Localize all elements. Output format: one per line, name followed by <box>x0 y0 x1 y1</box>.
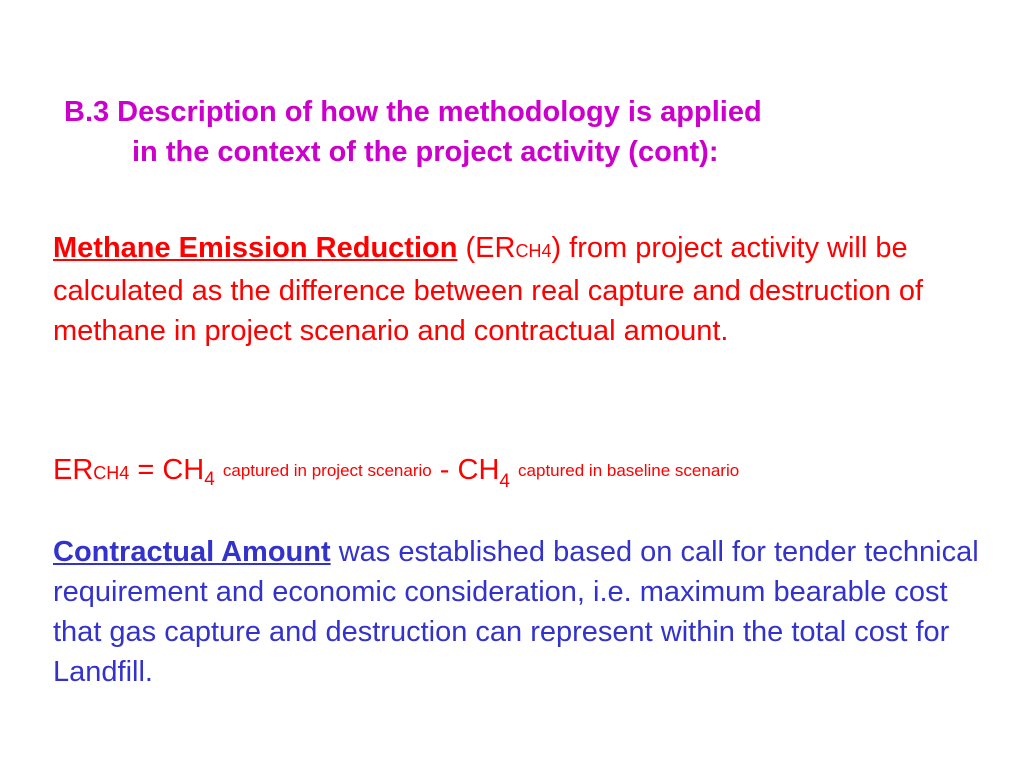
formula-captured-project: captured in project scenario <box>222 461 432 480</box>
er-formula <box>53 450 739 494</box>
title-line-2: in the context of the project activity (cont): <box>132 136 719 168</box>
methane-open: (ER <box>457 232 516 264</box>
contract-paragraph <box>53 532 983 692</box>
formula-equals: = CH <box>129 454 205 486</box>
contract-term: Contractual Amount <box>53 536 331 568</box>
title-line-1: B.3 Description of how the methodology is applied <box>64 96 762 128</box>
contract-rest: was established based on call for tender technical requirement and economic consideration, i.e. maximum bearable cost that gas capture and destruction can represent within the total cost for Landfill. <box>53 536 979 688</box>
formula-subscript-4b: 4 <box>499 471 510 492</box>
formula-captured-baseline: captured in baseline scenario <box>518 461 740 480</box>
methane-rest: ) from project activity will be calculated as the difference between real capture and destruction of methane in project scenario and contractual amount. <box>53 232 924 347</box>
formula-er-subscript: CH4 <box>93 463 130 483</box>
methane-subscript: CH4 <box>515 241 552 261</box>
slide-title <box>64 92 944 172</box>
formula-er: ER <box>53 454 94 486</box>
formula-subscript-4a: 4 <box>204 469 215 490</box>
methane-term: Methane Emission Reduction <box>53 232 458 264</box>
methane-paragraph <box>53 228 983 351</box>
formula-minus: - CH <box>431 454 500 486</box>
